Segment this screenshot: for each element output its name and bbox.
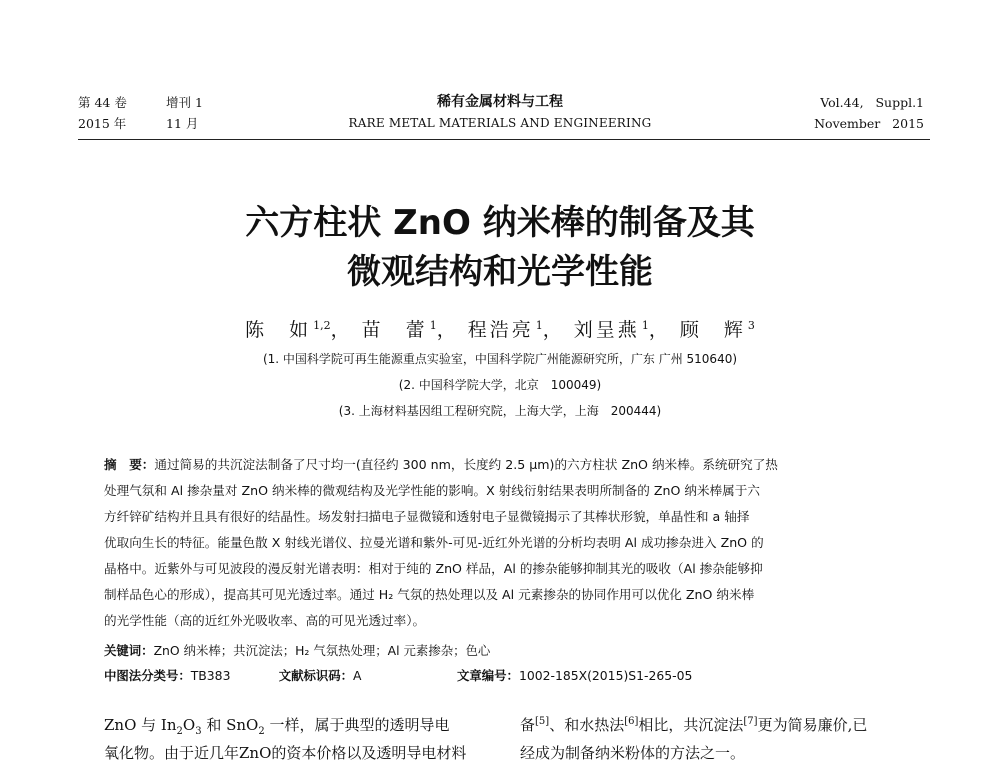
journal-title-en: RARE METAL MATERIALS AND ENGINEERING (348, 116, 652, 130)
citation-ref: [7] (743, 716, 758, 727)
affiliation-3: (3. 上海材料基因组工程研究院，上海大学，上海 200444) (338, 404, 662, 418)
author-name: 程浩亮 (467, 319, 534, 341)
citation-ref: [5] (535, 716, 550, 727)
volume-en: Vol.44, Suppl.1 (820, 95, 924, 110)
header-rule (78, 139, 930, 140)
author-affil: 1 (535, 318, 543, 332)
header-center (330, 92, 670, 134)
abstract-line: 制样品色心的形成），提高其可见光透过率。通过 H₂ 气氛的热处理以及 Al 元素掺杂的协同作用可以优化 ZnO 纳米棒 (104, 587, 755, 602)
body-left-line1: ZnO 与 $In_2O_3$ 和 SnO$_2$ 一样，属于典型的透明导电 (104, 716, 450, 737)
author-name: 苗 蕾 (361, 319, 428, 341)
clc-label: 中图法分类号： (104, 668, 191, 683)
doc-code-value: A (353, 668, 362, 683)
author-affil: 1 (429, 318, 437, 332)
abstract-line: 方纤锌矿结构并且具有很好的结晶性。场发射扫描电子显微镜和透射电子显微镜揭示了其棒状形貌，单晶性和 a 轴择 (104, 509, 750, 524)
header-right (814, 92, 924, 134)
year-cn: 2015 年 (78, 116, 127, 131)
keywords (104, 641, 490, 659)
paper-title-line1: 六方柱状 ZnO 纳米棒的制备及其 (245, 203, 755, 243)
author-name: 陈 如 (245, 319, 312, 341)
affiliation-2: (2. 中国科学院大学，北京 100049) (398, 378, 602, 392)
doc-code-label: 文献标识码： (278, 668, 354, 683)
body-left-line2: 氧化物。由于近几年ZnO的资本价格以及透明导电材料 (104, 744, 467, 762)
volume-cn: 第 44 卷 (78, 95, 127, 110)
journal-title-cn: 稀有金属材料与工程 (437, 94, 563, 110)
abstract-line: 摘 要：通过简易的共沉淀法制备了尺寸均一(直径约 300 nm，长度约 2.5 μm)的六方柱状 ZnO 纳米棒。系统研究了热 (104, 457, 778, 472)
journal-header (0, 0, 1000, 140)
month-cn: 11 月 (166, 116, 199, 131)
paper-title-line2: 微观结构和光学性能 (347, 252, 653, 292)
abstract-line: 晶格中。近紫外与可见波段的漫反射光谱表明：相对于纯的 ZnO 样品，Al 的掺杂能够抑制其光的吸收（Al 掺杂能够抑 (104, 561, 763, 576)
author-list: 陈 如 $^{1,2}$， 苗 蕾 $^1$， 程浩亮 $^1$， 刘呈燕 $^1$， 顾 辉 $^3$ (245, 318, 755, 341)
keywords-label: 关键词： (104, 643, 154, 658)
clc-value: TB383 (190, 668, 231, 683)
article-number-label: 文章编号： (456, 668, 519, 683)
keywords-text: ZnO 纳米棒；共沉淀法；H₂ 气氛热处理；Al 元素掺杂；色心 (153, 643, 491, 658)
affiliation-1: (1. 中国科学院可再生能源重点实验室，中国科学院广州能源研究所，广东 广州 510640) (262, 352, 738, 366)
classification-line (104, 666, 692, 684)
date-en: November 2015 (814, 116, 924, 131)
author-affil: 1 (641, 318, 649, 332)
abstract-line: 优取向生长的特征。能量色散 X 射线光谱仪、拉曼光谱和紫外-可见-近红外光谱的分析均表明 Al 成功掺杂进入 ZnO 的 (104, 535, 764, 550)
author-affil: 3 (747, 318, 755, 332)
author-name: 刘呈燕 (573, 319, 640, 341)
article-number-value: 1002-185X(2015)S1-265-05 (518, 668, 693, 683)
citation-ref: [6] (624, 716, 639, 727)
author-name: 顾 辉 (679, 319, 746, 341)
author-affil: 1,2 (313, 318, 331, 332)
abstract-line: 处理气氛和 Al 掺杂量对 ZnO 纳米棒的微观结构及光学性能的影响。X 射线衍射结果表明所制备的 ZnO 纳米棒属于六 (104, 483, 760, 498)
abstract-line: 的光学性能（高的近红外光吸收率、高的可见光透过率）。 (104, 613, 426, 628)
body-right-line1: 备[5]、和水热法[6]相比，共沉淀法[7]更为简易廉价,已 (520, 716, 868, 734)
issue-cn: 增刊 1 (166, 95, 203, 110)
abstract (104, 452, 892, 634)
abstract-label: 摘 要： (104, 457, 155, 472)
header-left (78, 92, 203, 134)
body-right-line2: 经成为制备纳米粉体的方法之一。 (520, 744, 746, 762)
